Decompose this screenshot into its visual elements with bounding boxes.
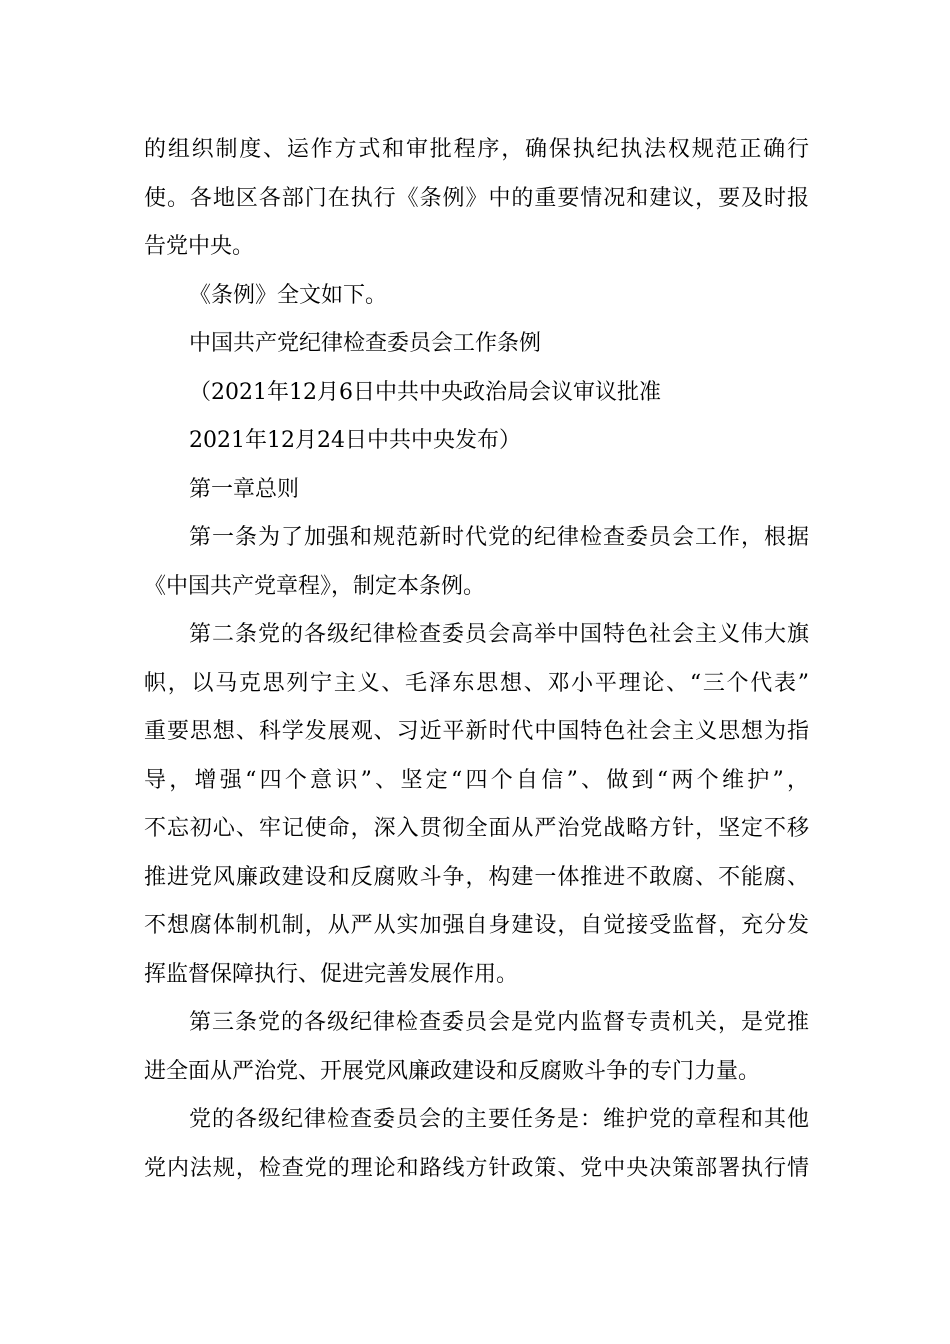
- text-line-1: 的组织制度、运作方式和审批程序，确保执纪执法权规范正确行: [144, 137, 809, 162]
- text-line-2: 使。各地区各部门在执行《条例》中的重要情况和建议，要及时报: [144, 185, 809, 211]
- article-2-line-5: 不忘初心、牢记使命，深入贯彻全面从严治党战略方针，坚定不移: [144, 816, 809, 841]
- article-2-line-1: 第二条党的各级纪律检查委员会高举中国特色社会主义伟大旗: [189, 622, 809, 647]
- text-line-4: 《条例》全文如下。: [189, 282, 388, 308]
- document-body: [144, 126, 809, 1193]
- article-2-line-7: 不想腐体制机制，从严从实加强自身建设，自觉接受监督，充分发: [144, 913, 809, 938]
- article-2-line-3: 重要思想、科学发展观、习近平新时代中国特色社会主义思想为指: [144, 719, 809, 744]
- tasks-line-1: 党的各级纪律检查委员会的主要任务是：维护党的章程和其他: [189, 1107, 809, 1132]
- article-3-line-1: 第三条党的各级纪律检查委员会是党内监督专责机关，是党推: [189, 1010, 809, 1035]
- tasks-line-2: 党内法规，检查党的理论和路线方针政策、党中央决策部署执行情: [144, 1155, 809, 1181]
- article-1-line-2: 《中国共产党章程》，制定本条例。: [144, 573, 486, 599]
- article-2-line-2: 帜，以马克思列宁主义、毛泽东思想、邓小平理论、“三个代表”: [144, 670, 809, 696]
- article-2-line-8: 挥监督保障执行、促进完善发展作用。: [144, 961, 519, 987]
- chapter-heading: 第一章总则: [189, 476, 300, 502]
- text-line-3: 告党中央。: [144, 234, 255, 259]
- article-2-line-6: 推进党风廉政建设和反腐败斗争，构建一体推进不敢腐、不能腐、: [144, 864, 809, 890]
- article-1-line-1: 第一条为了加强和规范新时代党的纪律检查委员会工作，根据: [189, 525, 809, 550]
- approval-note: （2021年12月6日中共中央政治局会议审议批准: [189, 379, 661, 405]
- article-2-line-4: 导，增强“四个意识”、坚定“四个自信”、做到“两个维护”，: [144, 767, 809, 793]
- regulation-title: 中国共产党纪律检查委员会工作条例: [189, 331, 542, 356]
- release-note: 2021年12月24日中共中央发布）: [189, 428, 521, 453]
- article-3-line-2: 进全面从严治党、开展党风廉政建设和反腐败斗争的专门力量。: [144, 1058, 761, 1084]
